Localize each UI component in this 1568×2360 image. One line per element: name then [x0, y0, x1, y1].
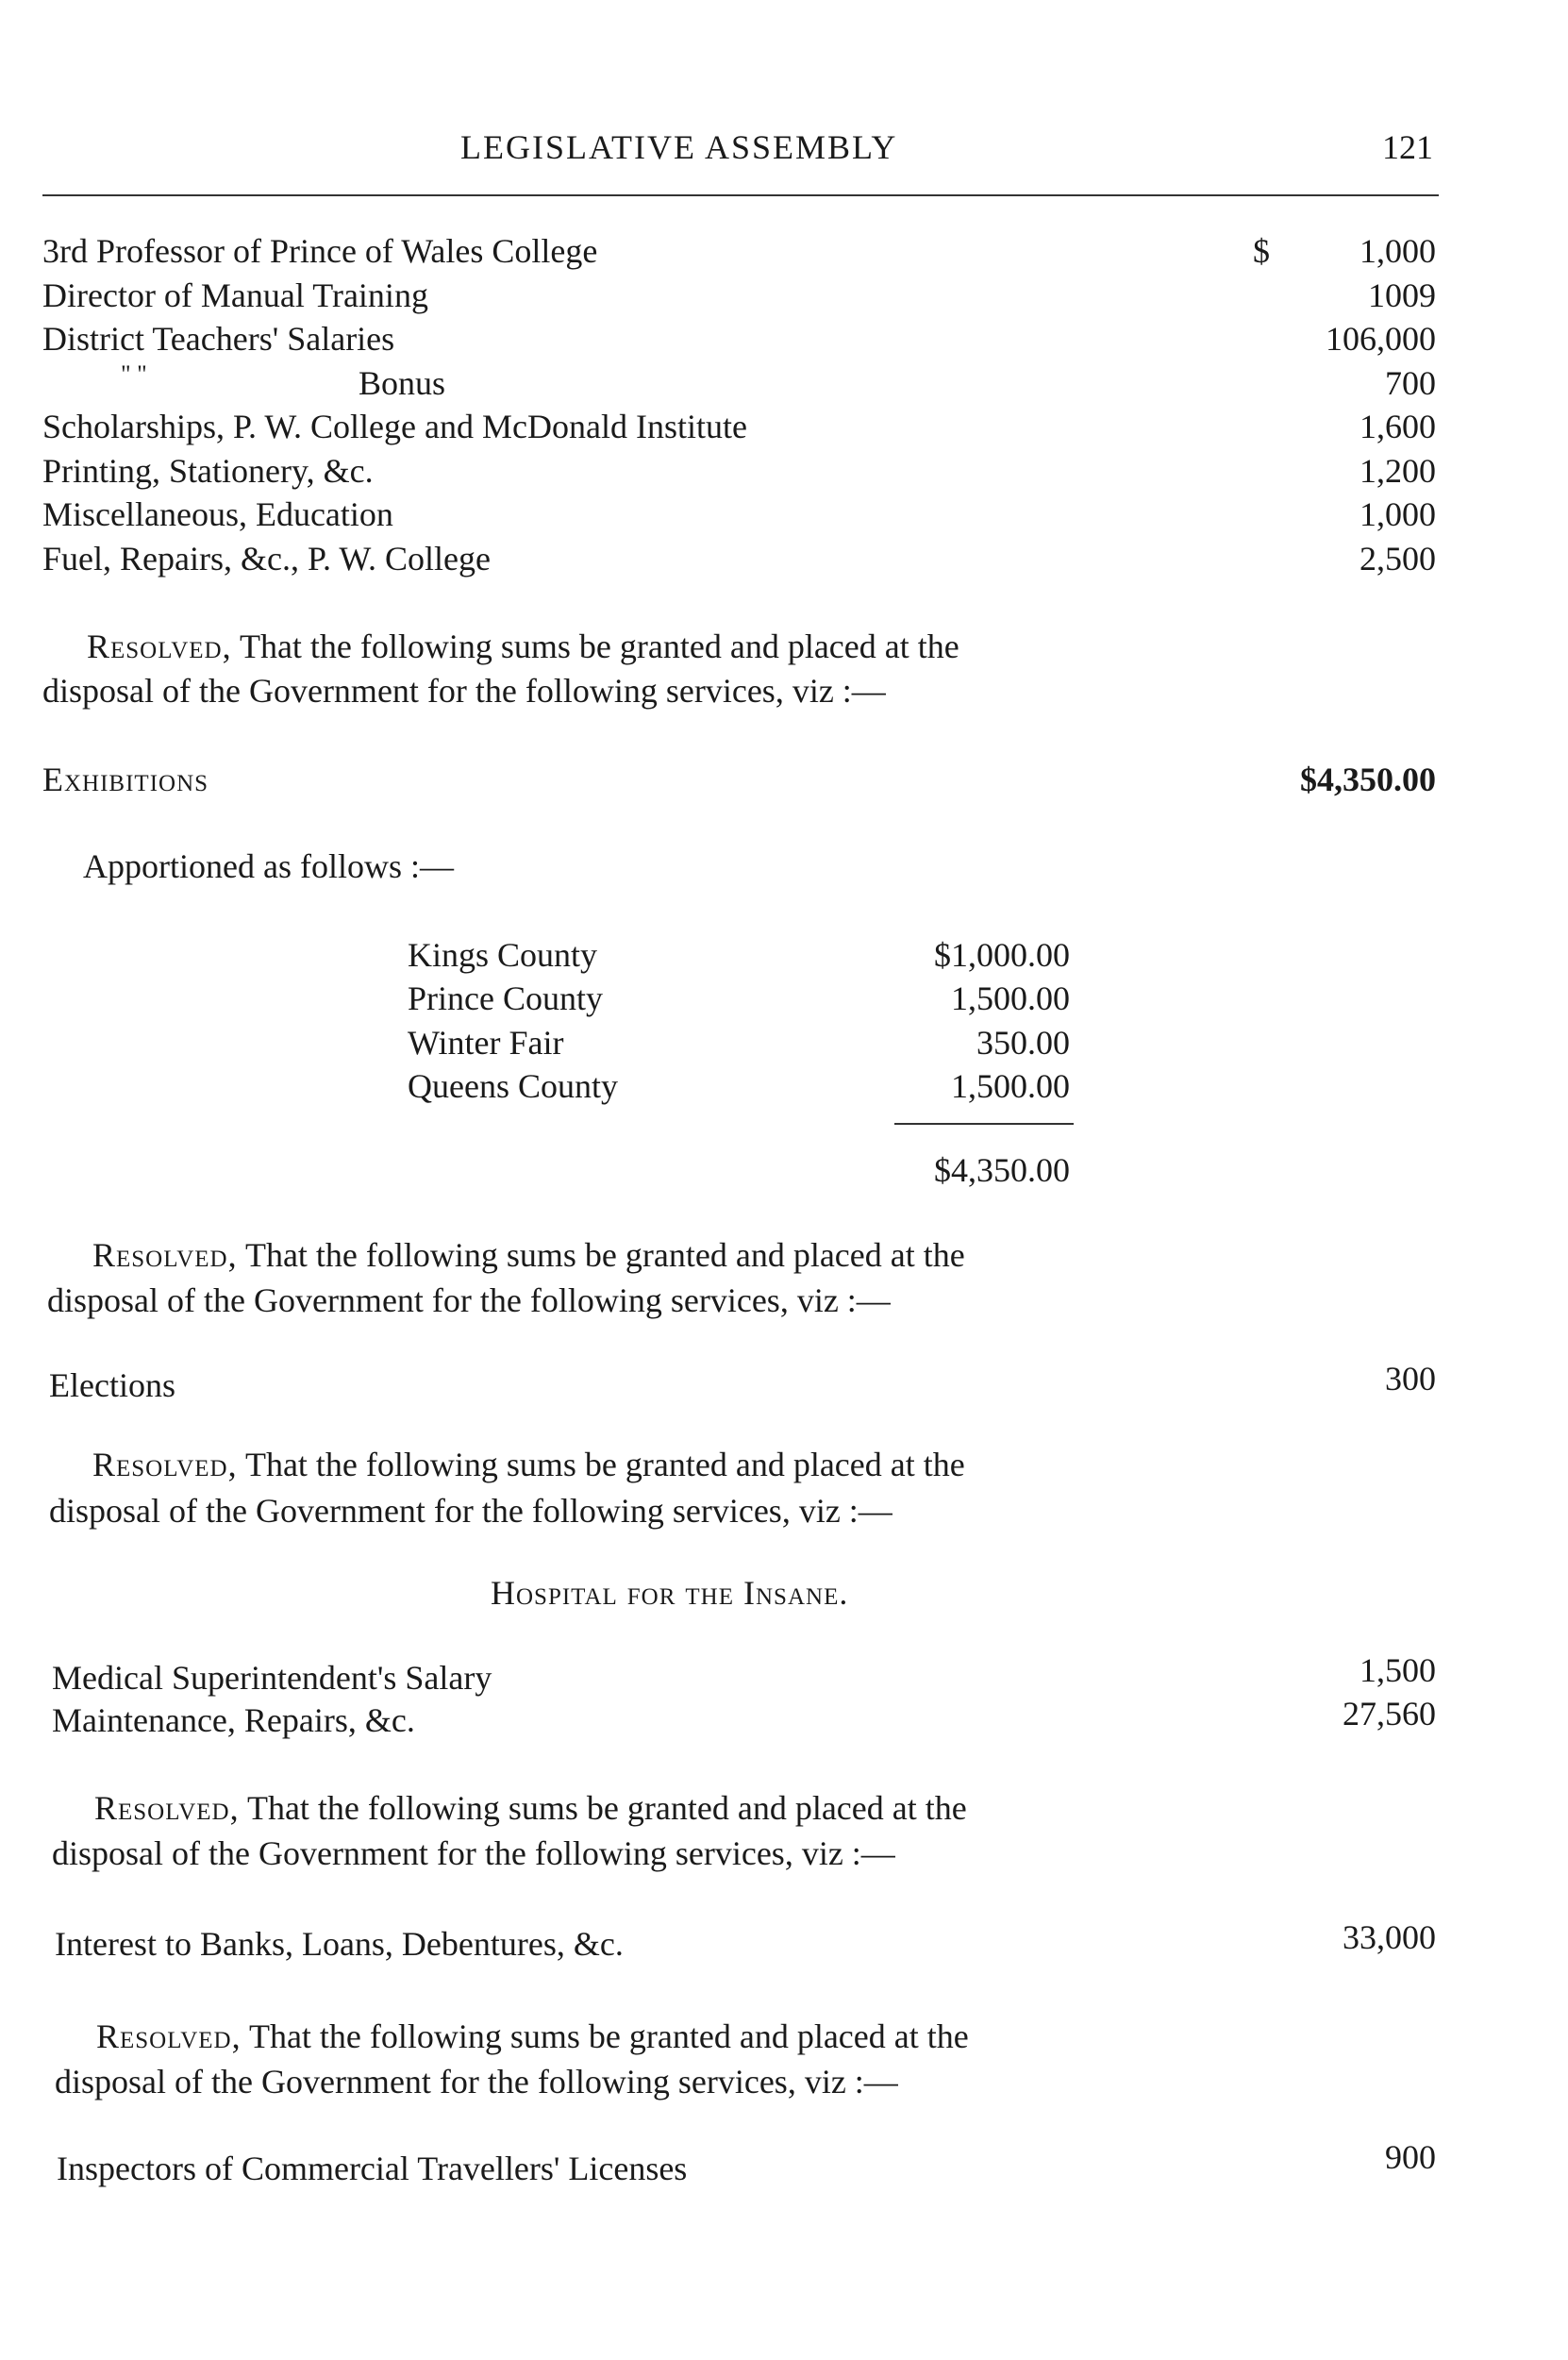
resolved-text: That the following sums be granted and placed at the [231, 628, 959, 665]
list-item-amount: 1,600 [1359, 408, 1436, 445]
list-item-amount: 2,500 [1359, 540, 1436, 577]
list-item-amount: 1,000 [1359, 495, 1436, 533]
table-row-amount: $1,000.00 [934, 936, 1070, 974]
list-item-amount: 1,000 [1359, 232, 1436, 270]
inspectors-label: Inspectors of Commercial Travellers' Licenses [57, 2150, 688, 2187]
resolved-text: That the following sums be granted and placed at the [241, 2017, 969, 2055]
resolved-paragraph-line2: disposal of the Government for the following services, viz :— [49, 1492, 892, 1530]
list-item-label: Bonus [359, 364, 446, 402]
table-row-amount: 350.00 [976, 1024, 1070, 1062]
list-item-label: Miscellaneous, Education [42, 495, 393, 533]
exhibitions-heading: Exhibitions [42, 761, 209, 798]
table-row-label: Kings County [408, 936, 598, 974]
list-item-label: Medical Superintendent's Salary [52, 1659, 492, 1697]
list-item-label: Director of Manual Training [42, 276, 428, 314]
header-rule [42, 194, 1439, 196]
exhibitions-total: $4,350.00 [1300, 761, 1436, 798]
list-item-label: 3rd Professor of Prince of Wales College [42, 232, 598, 270]
interest-label: Interest to Banks, Loans, Debentures, &c. [55, 1925, 624, 1963]
table-row-amount: 1,500.00 [951, 1067, 1070, 1105]
resolved-paragraph-line2: disposal of the Government for the following services, viz :— [52, 1834, 895, 1872]
page-number: 121 [1382, 128, 1433, 166]
list-item-label: Fuel, Repairs, &c., P. W. College [42, 540, 491, 577]
resolved-text: That the following sums be granted and placed at the [237, 1446, 965, 1483]
list-item-label: Printing, Stationery, &c. [42, 452, 374, 490]
resolved-lead: Resolved, [94, 1789, 240, 1827]
inspectors-amount: 900 [1385, 2138, 1436, 2176]
resolved-paragraph-line2: disposal of the Government for the following services, viz :— [55, 2063, 898, 2101]
resolved-lead: Resolved, [92, 1236, 238, 1274]
list-item-amount: 1,500 [1359, 1651, 1436, 1689]
resolved-paragraph-line1 [92, 1238, 965, 1272]
table-row-label: Queens County [408, 1067, 618, 1105]
resolved-lead: Resolved, [96, 2017, 242, 2055]
resolved-paragraph-line1 [87, 629, 959, 663]
table-row-amount: 1,500.00 [951, 979, 1070, 1017]
resolved-paragraph-line1 [92, 1448, 965, 1481]
apportioned-text: Apportioned as follows :— [83, 847, 454, 885]
currency-sign: $ [1253, 232, 1270, 270]
list-item-label: District Teachers' Salaries [42, 320, 395, 358]
table-sum: $4,350.00 [934, 1151, 1070, 1189]
sum-rule [894, 1123, 1074, 1125]
resolved-paragraph-line1 [96, 2019, 969, 2053]
resolved-lead: Resolved, [87, 628, 232, 665]
table-row-label: Prince County [408, 979, 603, 1017]
resolved-text: That the following sums be granted and placed at the [239, 1789, 967, 1827]
resolved-paragraph-line1 [94, 1791, 967, 1825]
list-item-amount: 27,560 [1343, 1695, 1436, 1732]
list-item-amount: 700 [1385, 364, 1436, 402]
resolved-paragraph-line2: disposal of the Government for the following services, viz :— [47, 1281, 891, 1319]
list-item-label: Maintenance, Repairs, &c. [52, 1701, 415, 1739]
list-item-amount: 1,200 [1359, 452, 1436, 490]
interest-amount: 33,000 [1343, 1918, 1436, 1956]
resolved-text: That the following sums be granted and placed at the [237, 1236, 965, 1274]
list-item-amount: 1009 [1368, 276, 1436, 314]
resolved-lead: Resolved, [92, 1446, 238, 1483]
resolved-paragraph-line2: disposal of the Government for the following services, viz :— [42, 672, 886, 710]
list-item-amount: 106,000 [1326, 320, 1436, 358]
hospital-heading: Hospital for the Insane. [491, 1574, 849, 1612]
ditto-marks: " " [121, 360, 147, 388]
elections-label: Elections [49, 1366, 175, 1404]
list-item-label: Scholarships, P. W. College and McDonald Institute [42, 408, 747, 445]
table-row-label: Winter Fair [408, 1024, 564, 1062]
page-header-title: LEGISLATIVE ASSEMBLY [460, 128, 898, 166]
elections-amount: 300 [1385, 1360, 1436, 1398]
